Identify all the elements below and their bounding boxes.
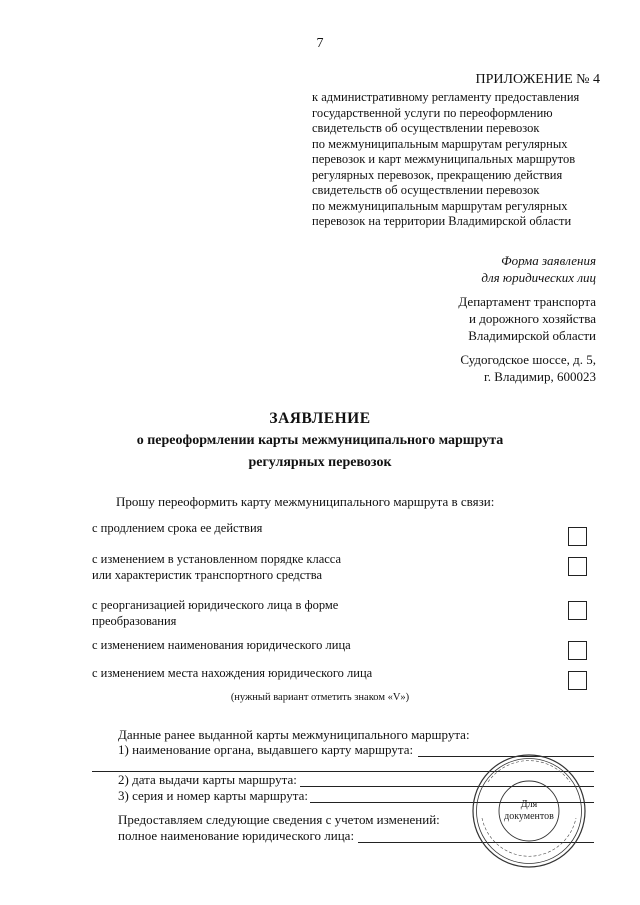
- recipient-line: Департамент транспорта: [458, 294, 596, 309]
- option-label: [92, 665, 372, 681]
- appendix-line: свидетельств об осуществлении перевозок: [312, 183, 540, 197]
- option-line: или характеристик транспортного средства: [92, 568, 323, 582]
- option-line: с продлением срока ее действия: [92, 521, 263, 535]
- option-label: [92, 597, 338, 629]
- title-main: ЗАЯВЛЕНИЕ: [269, 410, 371, 427]
- option-label: [92, 520, 262, 536]
- form-note-line: для юридических лиц: [481, 270, 596, 285]
- changes-heading: Предоставляем следующие сведения с учетом изменений:: [118, 812, 440, 827]
- appendix-line: по межмуниципальным маршрутам регулярных: [312, 198, 568, 213]
- appendix-line: регулярных перевозок, прекращению действия: [312, 167, 563, 182]
- option-line: с изменением места нахождения юридического лица: [92, 666, 373, 680]
- appendix-line: по межмуниципальным маршрутам регулярных: [312, 136, 568, 151]
- address-line: г. Владимир, 600023: [483, 369, 596, 384]
- appendix-line: свидетельств об осуществлении перевозок: [312, 121, 540, 135]
- title-sub: о переоформлении карты межмуниципального маршрута: [136, 433, 504, 448]
- option-checkbox-prolongation[interactable]: [568, 527, 587, 546]
- recipient-line: и дорожного хозяйства: [469, 311, 596, 326]
- option-line: с изменением наименования юридического лица: [92, 638, 351, 652]
- option-label: [92, 637, 351, 653]
- previous-card-heading: Данные ранее выданной карты межмуниципального маршрута:: [118, 727, 470, 742]
- appendix-line: к административному регламенту предоставления: [312, 90, 580, 104]
- option-checkbox-reorganization[interactable]: [568, 601, 587, 620]
- form-note: [481, 252, 596, 286]
- appendix-line: государственной услуги по переоформлению: [312, 105, 553, 120]
- form-note-line: Форма заявления: [501, 253, 596, 268]
- appendix-line: перевозок на территории Владимирской области: [312, 214, 572, 228]
- stamp-text: Для: [520, 799, 538, 810]
- option-checkbox-address-change[interactable]: [568, 671, 587, 690]
- appendix-line: перевозок и карт межмуниципальных маршрутов: [312, 152, 576, 166]
- recipient-line: Владимирской области: [468, 328, 596, 343]
- card-number-label: 3) серия и номер карты маршрута:: [118, 788, 308, 803]
- option-line: преобразования: [92, 614, 177, 628]
- stamp-text: документов: [504, 811, 554, 822]
- option-checkbox-vehicle-class[interactable]: [568, 557, 587, 576]
- issue-date-label: 2) дата выдачи карты маршрута:: [118, 772, 297, 787]
- request-intro: Прошу переоформить карту межмуниципального маршрута в связи:: [116, 494, 495, 509]
- checkbox-hint: (нужный вариант отметить знаком «V»): [230, 692, 410, 703]
- address-block: [460, 351, 596, 385]
- title-sub: регулярных перевозок: [248, 455, 392, 470]
- page-number: 7: [316, 36, 324, 51]
- legal-name-label: полное наименование юридического лица:: [118, 828, 355, 843]
- option-line: с реорганизацией юридического лица в форме: [92, 598, 339, 612]
- option-line: с изменением в установленном порядке класса: [92, 552, 342, 566]
- address-line: Судогодское шоссе, д. 5,: [460, 352, 596, 367]
- document-title: [0, 410, 640, 472]
- issuing-authority-label: 1) наименование органа, выдавшего карту маршрута:: [118, 742, 414, 757]
- appendix-text: [312, 90, 598, 230]
- recipient-block: [458, 293, 596, 344]
- option-checkbox-name-change[interactable]: [568, 641, 587, 660]
- appendix-title: ПРИЛОЖЕНИЕ № 4: [475, 72, 600, 87]
- option-label: [92, 551, 341, 583]
- department-stamp: [470, 752, 588, 870]
